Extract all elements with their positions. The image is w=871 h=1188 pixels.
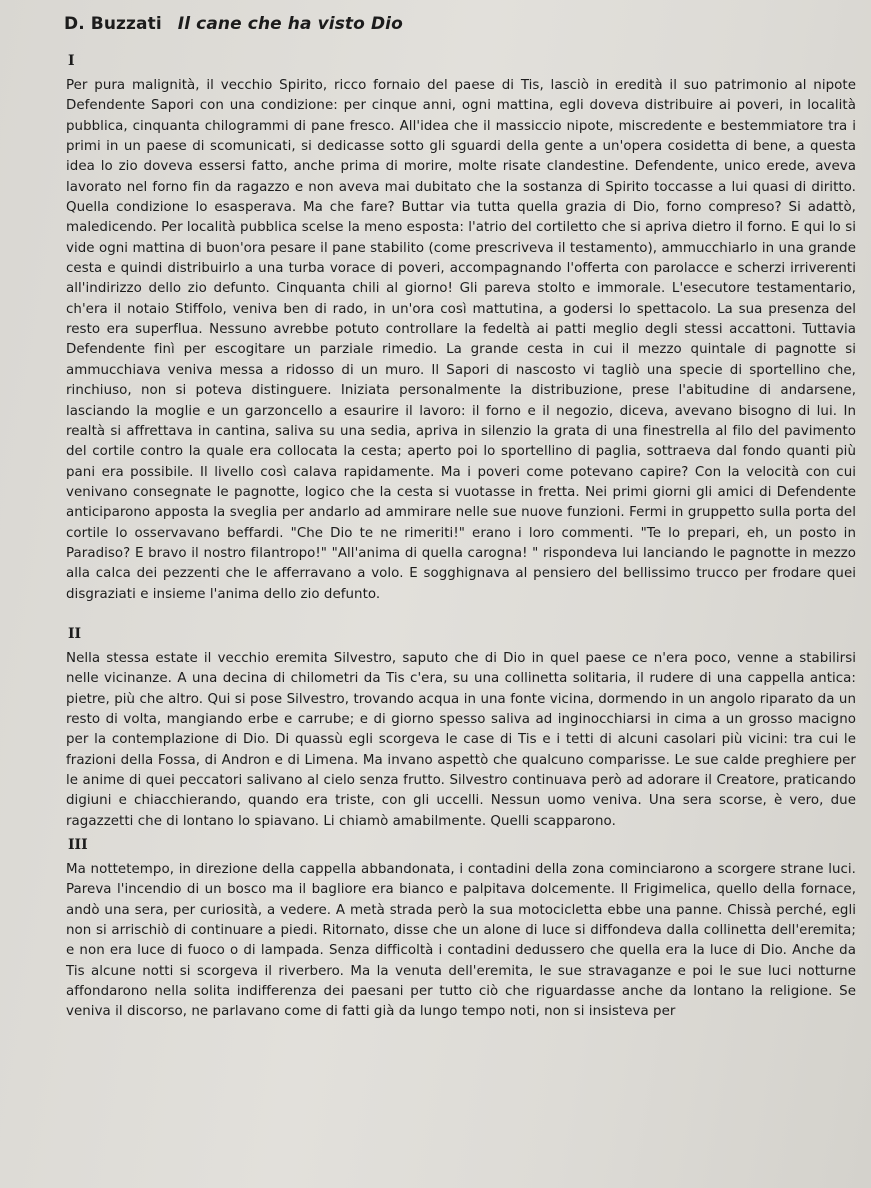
section-2 bbox=[66, 625, 856, 832]
document-page bbox=[66, 14, 856, 1023]
section-number: III bbox=[68, 837, 88, 854]
section-text: Per pura malignità, il vecchio Spirito, ricco fornaio del paese di Tis, lasciò in eredità il suo patrimonio al nipote Defendente Sapori con una condizione: per cinque anni, ogni mattina, egli doveva distribuire ai poveri, in località pubblica, cinquanta chilogrammi di pane fresco. All'idea che il massiccio nipote, miscredente e bestemmiatore tra i primi in un paese di scomunicati, si dedicasse sotto gli sguardi della gente a un'opera cosidetta di bene, a questa idea lo zio doveva essersi fatto, anche prima di morire, molte risate clandestine. Defendente, unico erede, aveva lavorato nel forno fin da ragazzo e non aveva mai dubitato che la sostanza di Spirito toccasse a lui quasi di diritto. Quella condizione lo esasperava. Ma che fare? Buttar via tutta quella grazia di Dio, forno compreso? Si adattò, maledicendo. Per località pubblica scelse la meno esposta: l'atrio del cortiletto che si apriva dietro il forno. E qui lo si vide ogni mattina di buon'ora pesare il pane stabilito (come prescriveva il testamento), ammucchiarlo in una grande cesta e quindi distribuirlo a una turba vorace di poveri, accompagnando l'offerta con parolacce e scherzi irriverenti all'indirizzo dello zio defunto. Cinquanta chili al giorno! Gli pareva stolto e immorale. L'esecutore testamentario, ch'era il notaio Stiffolo, veniva ben di rado, in un'ora così mattutina, a godersi lo spettacolo. La sua presenza del resto era superflua. Nessuno avrebbe potuto controllare la fedeltà ai patti meglio degli stessi accattoni. Tuttavia Defendente finì per escogitare un parziale rimedio. La grande cesta in cui il mezzo quintale di pagnotte si ammucchiava veniva messa a ridosso di un muro. Il Sapori di nascosto vi tagliò una specie di sportellino che, rinchiuso, non si poteva distinguere. Iniziata personalmente la distribuzione, prese l'abitudine di andarsene, lasciando la moglie e un garzoncello a esaurire il lavoro: il forno e il negozio, diceva, avevano bisogno di lui. In realtà si affrettava in cantina, saliva su una sedia, apriva in silenzio la grata di una finestrella al filo del pavimento del cortile contro la quale era collocata la cesta; aperto poi lo sportellino di paglia, sottraeva dal fondo quanti più pani era possibile. Il livello così calava rapidamente. Ma i poveri come potevano capire? Con la velocità con cui venivano consegnate le pagnotte, logico che la cesta si vuotasse in fretta. Nei primi giorni gli amici di Defendente anticiparono apposta la sveglia per andarlo ad ammirare nelle sue nuove funzioni. Fermi in gruppetto sulla porta del cortile lo osservavano beffardi. "Che Dio te ne rimeriti!" erano i loro commenti. "Te lo prepari, eh, un posto in Paradiso? E bravo il nostro filantropo!" "All'anima di quella carogna! " rispondeva lui lanciando le pagnotte in mezzo alla calca dei pezzenti che le afferravano a volo. E sogghignava al pensiero del bellissimo trucco per frodare quei disgraziati e insieme l'anima dello zio defunto. bbox=[66, 78, 856, 602]
story-title: Il cane che ha visto Dio bbox=[177, 14, 403, 34]
section-3 bbox=[66, 836, 856, 1023]
section-number: II bbox=[68, 625, 82, 642]
author-name: D. Buzzati bbox=[64, 14, 162, 34]
section-text: Ma nottetempo, in direzione della cappella abbandonata, i contadini della zona cominciarono a scorgere strane luci. Pareva l'incendio di un bosco ma il bagliore era bianco e palpitava dolcemente. Il Frigimelica, quello della fornace, andò una sera, per curiosità, a vedere. A metà strada però la sua motocicletta ebbe una panne. Chissà perché, egli non si arrischiò di continuare a piedi. Ritornato, disse che un alone di luce si diffondeva dalla collinetta dell'eremita; e non era luce di fuoco o di lampada. Senza difficoltà i contadini dedussero che quella era la luce di Dio. Anche da Tis alcune notti si scorgeva il riverbero. Ma la venuta dell'eremita, le sue stravaganze e poi le sue luci notturne affondarono nella solita indifferenza dei paesani per tutto ciò che riguardasse anche da lontano la religione. Se veniva il discorso, ne parlavano come di fatti già da lungo tempo noti, non si insisteva per bbox=[66, 862, 856, 1020]
section-number: I bbox=[68, 53, 75, 69]
section-1 bbox=[66, 52, 856, 605]
document-header bbox=[64, 14, 856, 34]
section-text: Nella stessa estate il vecchio eremita Silvestro, saputo che di Dio in quel paese ce n'era poco, venne a stabilirsi nelle vicinanze. A una decina di chilometri da Tis c'era, su una collinetta solitaria, il rudere di una cappella antica: pietre, più che altro. Qui si pose Silvestro, trovando acqua in una fonte vicina, dormendo in un angolo riparato da un resto di volta, mangiando erbe e carrube; e di giorno spesso saliva ad inginocchiarsi in cima a un grosso macigno per la contemplazione di Dio. Di quassù egli scorgeva le case di Tis e i tetti di alcuni casolari più vicini: tra cui le frazioni della Fossa, di Andron e di Limena. Ma invano aspettò che qualcuno comparisse. Le sue calde preghiere per le anime di quei peccatori salivano al cielo senza frutto. Silvestro continuava però ad adorare il Creatore, praticando digiuni e chiacchierando, quando era triste, con gli uccelli. Nessun uomo veniva. Una sera scorse, è vero, due ragazzetti che di lontano lo spiavano. Li chiamò amabilmente. Quelli scapparono. bbox=[66, 650, 856, 829]
